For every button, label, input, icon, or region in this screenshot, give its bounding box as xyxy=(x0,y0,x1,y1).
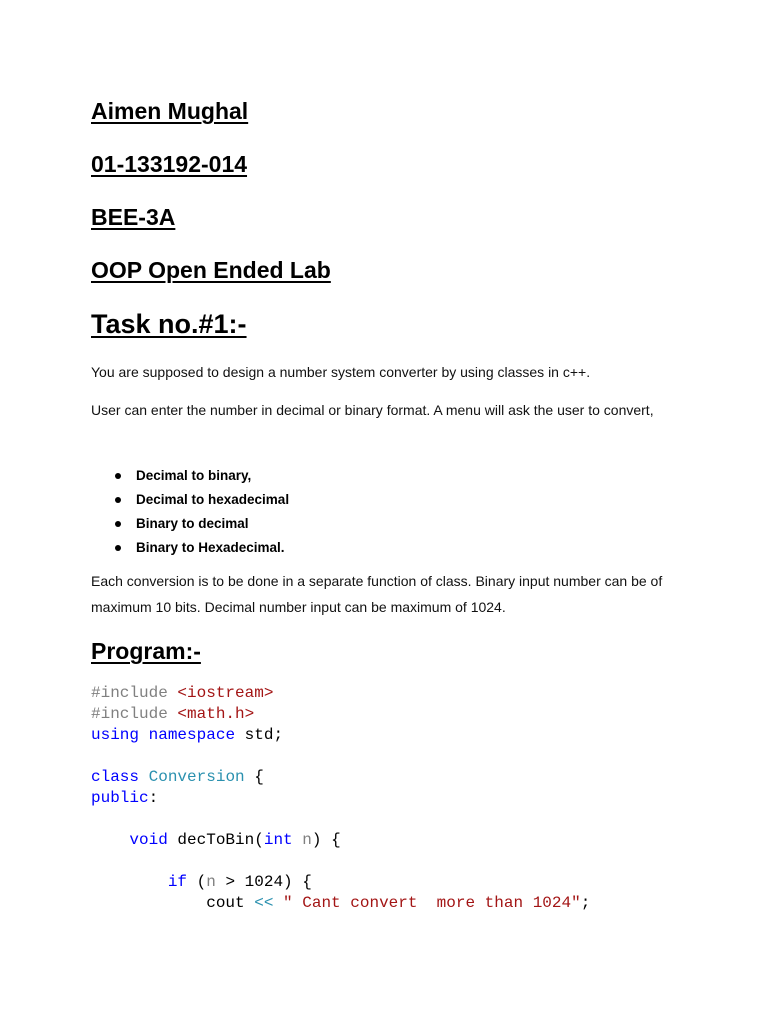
task-heading: Task no.#1:- xyxy=(91,309,247,339)
code-token: n xyxy=(302,831,312,849)
class-section: BEE-3A xyxy=(91,204,176,230)
code-token: " Cant convert more than 1024" xyxy=(283,894,581,912)
bullet-icon xyxy=(115,521,121,527)
code-token: class xyxy=(91,768,140,786)
task-constraints: Each conversion is to be done in a separate function of class. Binary input number can be of maximum 10 bits. Decimal number input can be maximum of 1024. xyxy=(91,573,663,615)
bullet-icon xyxy=(115,473,121,479)
option-label: Binary to decimal xyxy=(136,516,249,531)
task-intro: You are supposed to design a number system converter by using classes in c++. xyxy=(91,364,591,380)
program-heading: Program:- xyxy=(91,638,201,664)
registration-number: 01-133192-014 xyxy=(91,151,248,177)
code-token: using xyxy=(91,726,140,744)
code-token: ) { xyxy=(311,831,341,849)
code-token: n xyxy=(206,873,216,891)
code-token: public xyxy=(91,789,149,807)
code-line xyxy=(91,830,590,851)
bullet-icon xyxy=(115,545,121,551)
code-line xyxy=(91,683,590,704)
code-token: void xyxy=(129,831,168,849)
list-item xyxy=(91,488,289,512)
option-label: Decimal to hexadecimal xyxy=(136,492,290,507)
code-token: > 1024) { xyxy=(215,873,312,891)
code-line xyxy=(91,704,590,725)
code-token: namespace xyxy=(148,726,236,744)
code-line xyxy=(91,725,590,746)
task-menu-text: User can enter the number in decimal or binary format. A menu will ask the user to convert, xyxy=(91,402,654,418)
code-line xyxy=(91,788,590,809)
option-label: Decimal to binary, xyxy=(136,468,252,483)
code-line xyxy=(91,746,590,767)
code-token: if xyxy=(167,873,188,891)
list-item xyxy=(91,536,289,560)
code-token: int xyxy=(263,831,293,849)
list-item xyxy=(91,512,289,536)
code-token: #include xyxy=(91,684,168,702)
code-line xyxy=(91,767,590,788)
code-token: { xyxy=(254,768,264,786)
code-block xyxy=(91,683,590,914)
option-label: Binary to Hexadecimal. xyxy=(136,540,285,555)
student-name: Aimen Mughal xyxy=(91,98,249,124)
code-token: : xyxy=(148,789,159,807)
code-line xyxy=(91,872,590,893)
code-line xyxy=(91,851,590,872)
code-token: std; xyxy=(244,726,284,744)
code-token: <iostream> xyxy=(177,684,274,702)
list-item xyxy=(91,464,289,488)
code-token: #include xyxy=(91,705,168,723)
code-token: Conversion xyxy=(148,768,245,786)
code-token: <math.h> xyxy=(177,705,255,723)
code-token: ( xyxy=(196,873,207,891)
code-token: << xyxy=(254,894,274,912)
code-token: decToBin( xyxy=(177,831,264,849)
code-line xyxy=(91,809,590,830)
lab-title: OOP Open Ended Lab xyxy=(91,257,331,283)
bullet-icon xyxy=(115,497,121,503)
conversion-options-list xyxy=(91,464,289,560)
code-token: cout xyxy=(206,894,245,912)
code-line xyxy=(91,893,590,914)
code-token: ; xyxy=(580,894,591,912)
